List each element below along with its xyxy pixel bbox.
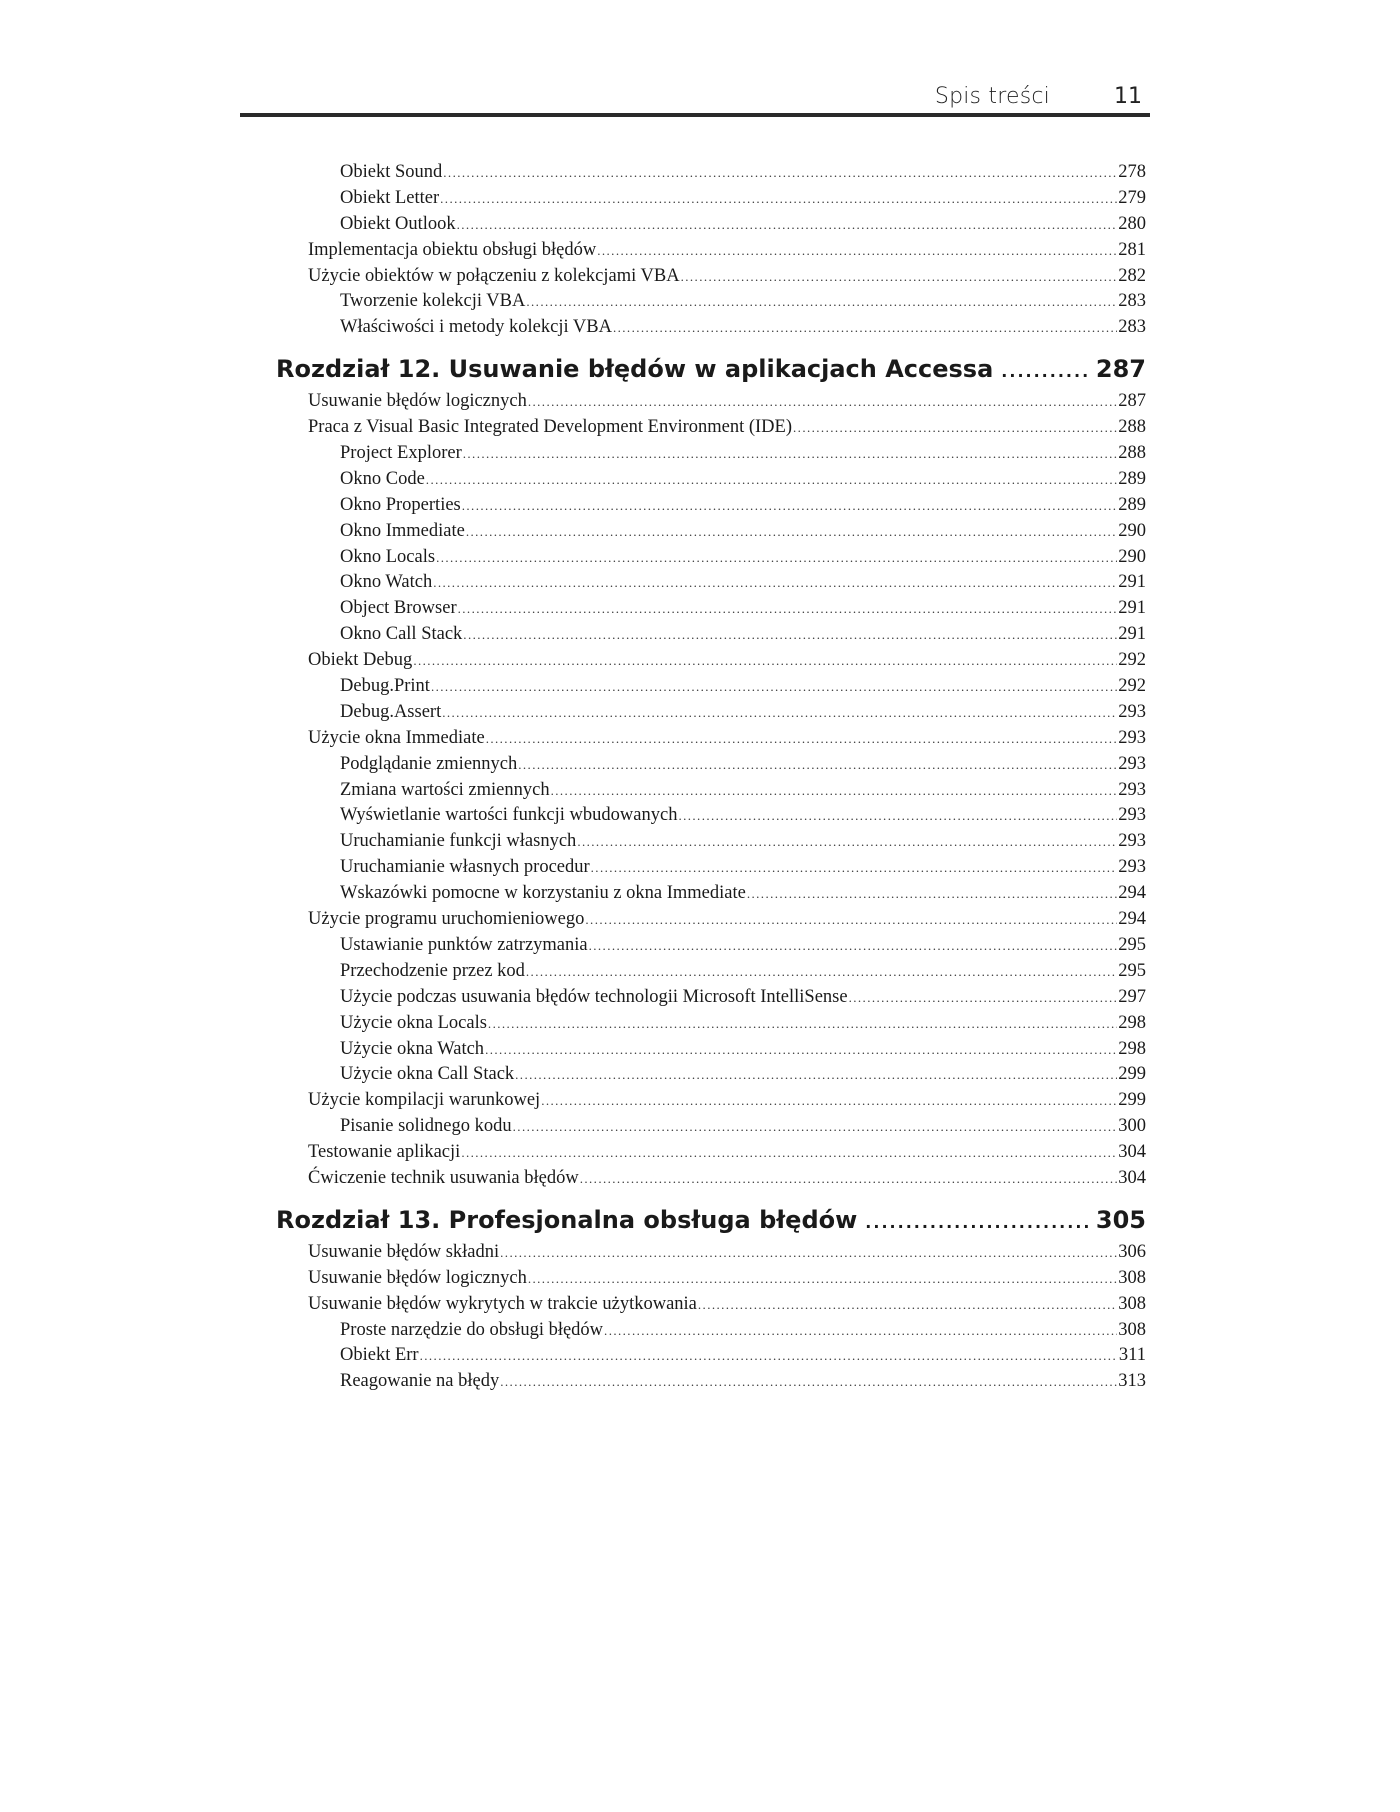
toc-entry-title: Okno Properties bbox=[340, 494, 461, 515]
toc-subsection-entry bbox=[276, 289, 1146, 315]
dot-leader bbox=[541, 1088, 1117, 1114]
toc-entry-page: 304 bbox=[1118, 1142, 1146, 1163]
toc-section-entry bbox=[276, 264, 1146, 290]
dot-leader bbox=[526, 959, 1117, 985]
toc-entry-title: Użycie okna Call Stack bbox=[340, 1064, 515, 1085]
toc-entry-page: 281 bbox=[1118, 239, 1146, 260]
toc-entry-title: Debug.Print bbox=[340, 676, 430, 697]
dot-leader bbox=[463, 622, 1117, 648]
toc-entry-title: Użycie programu uruchomieniowego bbox=[308, 909, 585, 930]
toc-entry-title: Właściwości i metody kolekcji VBA bbox=[340, 317, 612, 338]
toc-subsection-entry bbox=[276, 160, 1146, 186]
toc-entry-title: Użycie okna Immediate bbox=[308, 727, 485, 748]
dot-leader bbox=[551, 778, 1118, 804]
toc-entry-page: 289 bbox=[1118, 468, 1146, 489]
toc-section-entry bbox=[276, 726, 1146, 752]
dot-leader bbox=[486, 726, 1118, 752]
toc-entry-title: Proste narzędzie do obsługi błędów bbox=[340, 1319, 604, 1340]
dot-leader bbox=[462, 493, 1118, 519]
toc-entry-title: Okno Locals bbox=[340, 546, 436, 567]
toc-section-entry bbox=[276, 1140, 1146, 1166]
toc-entry-page: 295 bbox=[1118, 960, 1146, 981]
dot-leader bbox=[747, 881, 1117, 907]
dot-leader bbox=[678, 803, 1117, 829]
toc-entry-title: Rozdział 13. Profesjonalna obsługa błędów bbox=[276, 1205, 858, 1234]
toc-subsection-entry bbox=[276, 985, 1146, 1011]
toc-entry-page: 291 bbox=[1118, 624, 1146, 645]
toc-subsection-entry bbox=[276, 752, 1146, 778]
dot-leader bbox=[436, 545, 1117, 571]
toc-entry-page: 291 bbox=[1118, 598, 1146, 619]
toc-entry-page: 294 bbox=[1118, 883, 1146, 904]
toc-section-entry bbox=[276, 1240, 1146, 1266]
toc-entry-page: 311 bbox=[1118, 1345, 1146, 1366]
toc-entry-page: 280 bbox=[1118, 213, 1146, 234]
table-of-contents bbox=[276, 160, 1146, 1395]
toc-entry-title: Uruchamianie własnych procedur bbox=[340, 857, 590, 878]
dot-leader bbox=[577, 829, 1117, 855]
toc-chapter-heading bbox=[276, 341, 1146, 389]
toc-subsection-entry bbox=[276, 315, 1146, 341]
toc-section-entry bbox=[276, 907, 1146, 933]
dot-leader bbox=[865, 1205, 1088, 1241]
toc-entry-title: Obiekt Debug bbox=[308, 650, 413, 671]
toc-entry-title: Obiekt Outlook bbox=[340, 213, 456, 234]
toc-entry-title: Usuwanie błędów logicznych bbox=[308, 1267, 527, 1288]
toc-entry-page: 291 bbox=[1118, 572, 1146, 593]
toc-subsection-entry bbox=[276, 829, 1146, 855]
toc-subsection-entry bbox=[276, 519, 1146, 545]
toc-subsection-entry bbox=[276, 881, 1146, 907]
toc-entry-title: Project Explorer bbox=[340, 443, 462, 464]
dot-leader bbox=[500, 1369, 1117, 1395]
toc-entry-page: 293 bbox=[1118, 831, 1146, 852]
toc-section-entry bbox=[276, 1266, 1146, 1292]
toc-subsection-entry bbox=[276, 803, 1146, 829]
toc-entry-title: Usuwanie błędów składni bbox=[308, 1241, 500, 1262]
toc-subsection-entry bbox=[276, 1011, 1146, 1037]
toc-subsection-entry bbox=[276, 959, 1146, 985]
dot-leader bbox=[458, 596, 1118, 622]
dot-leader bbox=[513, 1114, 1118, 1140]
toc-entry-title: Wskazówki pomocne w korzystaniu z okna Immediate bbox=[340, 883, 746, 904]
toc-chapter-heading bbox=[276, 1192, 1146, 1240]
dot-leader bbox=[426, 467, 1117, 493]
toc-entry-page: 287 bbox=[1095, 355, 1146, 384]
toc-entry-title: Zmiana wartości zmiennych bbox=[340, 779, 550, 800]
toc-section-entry bbox=[276, 648, 1146, 674]
toc-subsection-entry bbox=[276, 1369, 1146, 1395]
toc-subsection-entry bbox=[276, 933, 1146, 959]
toc-entry-title: Debug.Assert bbox=[340, 701, 442, 722]
dot-leader bbox=[466, 519, 1117, 545]
toc-entry-page: 308 bbox=[1118, 1293, 1146, 1314]
toc-entry-title: Tworzenie kolekcji VBA bbox=[340, 291, 526, 312]
dot-leader bbox=[442, 700, 1117, 726]
toc-entry-page: 313 bbox=[1118, 1371, 1146, 1392]
toc-entry-page: 290 bbox=[1118, 520, 1146, 541]
toc-subsection-entry bbox=[276, 186, 1146, 212]
toc-section-entry bbox=[276, 1292, 1146, 1318]
toc-entry-page: 293 bbox=[1118, 727, 1146, 748]
dot-leader bbox=[515, 1062, 1117, 1088]
dot-leader bbox=[589, 933, 1118, 959]
dot-leader bbox=[518, 752, 1117, 778]
toc-entry-page: 305 bbox=[1095, 1205, 1146, 1234]
dot-leader bbox=[698, 1292, 1117, 1318]
toc-entry-page: 293 bbox=[1118, 701, 1146, 722]
toc-section-entry bbox=[276, 415, 1146, 441]
toc-entry-page: 293 bbox=[1118, 779, 1146, 800]
toc-entry-title: Obiekt Err bbox=[340, 1345, 419, 1366]
dot-leader bbox=[420, 1343, 1118, 1369]
toc-entry-title: Testowanie aplikacji bbox=[308, 1142, 461, 1163]
toc-entry-title: Object Browser bbox=[340, 598, 457, 619]
toc-entry-title: Uruchamianie funkcji własnych bbox=[340, 831, 577, 852]
toc-subsection-entry bbox=[276, 545, 1146, 571]
toc-entry-page: 288 bbox=[1118, 443, 1146, 464]
page-header bbox=[240, 82, 1148, 114]
toc-subsection-entry bbox=[276, 700, 1146, 726]
toc-entry-title: Okno Call Stack bbox=[340, 624, 463, 645]
toc-subsection-entry bbox=[276, 493, 1146, 519]
running-head-title: Spis treści bbox=[934, 84, 1050, 109]
toc-entry-title: Obiekt Sound bbox=[340, 162, 443, 182]
toc-entry-title: Ćwiczenie technik usuwania błędów bbox=[308, 1167, 579, 1188]
dot-leader bbox=[793, 415, 1117, 441]
dot-leader bbox=[591, 855, 1118, 881]
toc-entry-page: 293 bbox=[1118, 857, 1146, 878]
toc-entry-page: 287 bbox=[1118, 391, 1146, 412]
toc-entry-page: 295 bbox=[1118, 934, 1146, 955]
toc-entry-page: 282 bbox=[1118, 265, 1146, 286]
toc-subsection-entry bbox=[276, 778, 1146, 804]
toc-entry-page: 308 bbox=[1118, 1319, 1146, 1340]
toc-entry-title: Usuwanie błędów logicznych bbox=[308, 391, 527, 412]
toc-entry-title: Wyświetlanie wartości funkcji wbudowanych bbox=[340, 805, 678, 826]
running-head-page-number: 11 bbox=[1114, 84, 1142, 109]
toc-entry-page: 278 bbox=[1118, 162, 1146, 182]
toc-entry-page: 293 bbox=[1118, 805, 1146, 826]
dot-leader bbox=[440, 186, 1117, 212]
toc-entry-title: Usuwanie błędów wykrytych w trakcie użytkowania bbox=[308, 1293, 697, 1314]
toc-entry-page: 299 bbox=[1118, 1064, 1146, 1085]
toc-entry-title: Reagowanie na błędy bbox=[340, 1371, 500, 1392]
dot-leader bbox=[585, 907, 1117, 933]
toc-section-entry bbox=[276, 389, 1146, 415]
toc-entry-title: Użycie obiektów w połączeniu z kolekcjami VBA bbox=[308, 265, 680, 286]
toc-entry-page: 279 bbox=[1118, 187, 1146, 208]
toc-entry-page: 300 bbox=[1118, 1116, 1146, 1137]
toc-entry-page: 283 bbox=[1118, 291, 1146, 312]
toc-entry-title: Okno Immediate bbox=[340, 520, 465, 541]
toc-section-entry bbox=[276, 1088, 1146, 1114]
toc-entry-title: Przechodzenie przez kod bbox=[340, 960, 525, 981]
toc-entry-page: 298 bbox=[1118, 1038, 1146, 1059]
toc-subsection-entry bbox=[276, 596, 1146, 622]
toc-subsection-entry bbox=[276, 674, 1146, 700]
toc-section-entry bbox=[276, 1166, 1146, 1192]
toc-entry-page: 293 bbox=[1118, 753, 1146, 774]
dot-leader bbox=[528, 1266, 1117, 1292]
toc-entry-title: Obiekt Letter bbox=[340, 187, 440, 208]
toc-entry-title: Okno Watch bbox=[340, 572, 433, 593]
toc-entry-title: Użycie podczas usuwania błędów technologii Microsoft IntelliSense bbox=[340, 986, 848, 1007]
dot-leader bbox=[528, 389, 1117, 415]
toc-entry-title: Pisanie solidnego kodu bbox=[340, 1116, 512, 1137]
toc-subsection-entry bbox=[276, 622, 1146, 648]
toc-subsection-entry bbox=[276, 212, 1146, 238]
toc-section-entry bbox=[276, 238, 1146, 264]
dot-leader bbox=[681, 264, 1118, 290]
dot-leader bbox=[604, 1318, 1117, 1344]
toc-subsection-entry bbox=[276, 570, 1146, 596]
dot-leader bbox=[413, 648, 1117, 674]
toc-entry-title: Ustawianie punktów zatrzymania bbox=[340, 934, 588, 955]
toc-entry-page: 304 bbox=[1118, 1167, 1146, 1188]
toc-subsection-entry bbox=[276, 1343, 1146, 1369]
toc-entry-page: 299 bbox=[1118, 1090, 1146, 1111]
dot-leader bbox=[431, 674, 1117, 700]
toc-subsection-entry bbox=[276, 467, 1146, 493]
toc-entry-page: 292 bbox=[1118, 650, 1146, 671]
toc-entry-page: 298 bbox=[1118, 1012, 1146, 1033]
toc-subsection-entry bbox=[276, 1062, 1146, 1088]
dot-leader bbox=[1001, 354, 1088, 390]
toc-subsection-entry bbox=[276, 1037, 1146, 1063]
toc-entry-page: 288 bbox=[1118, 417, 1146, 438]
dot-leader bbox=[488, 1011, 1117, 1037]
dot-leader bbox=[433, 570, 1117, 596]
toc-entry-title: Implementacja obiektu obsługi błędów bbox=[308, 239, 597, 260]
toc-entry-title: Użycie okna Locals bbox=[340, 1012, 487, 1033]
header-rule bbox=[240, 113, 1150, 117]
toc-entry-title: Użycie kompilacji warunkowej bbox=[308, 1090, 541, 1111]
toc-entry-page: 290 bbox=[1118, 546, 1146, 567]
toc-entry-title: Praca z Visual Basic Integrated Development Environment (IDE) bbox=[308, 417, 793, 438]
dot-leader bbox=[443, 160, 1117, 186]
toc-entry-title: Użycie okna Watch bbox=[340, 1038, 485, 1059]
toc-subsection-entry bbox=[276, 855, 1146, 881]
dot-leader bbox=[457, 212, 1118, 238]
toc-entry-title: Rozdział 12. Usuwanie błędów w aplikacjach Accessa bbox=[276, 355, 994, 384]
toc-subsection-entry bbox=[276, 1318, 1146, 1344]
toc-entry-title: Podglądanie zmiennych bbox=[340, 753, 518, 774]
dot-leader bbox=[463, 441, 1118, 467]
toc-entry-page: 292 bbox=[1118, 676, 1146, 697]
toc-subsection-entry bbox=[276, 1114, 1146, 1140]
toc-entry-title: Okno Code bbox=[340, 468, 425, 489]
dot-leader bbox=[597, 238, 1117, 264]
toc-entry-page: 308 bbox=[1118, 1267, 1146, 1288]
dot-leader bbox=[500, 1240, 1117, 1266]
dot-leader bbox=[580, 1166, 1118, 1192]
dot-leader bbox=[613, 315, 1117, 341]
toc-entry-page: 294 bbox=[1118, 909, 1146, 930]
dot-leader bbox=[849, 985, 1118, 1011]
toc-entry-page: 289 bbox=[1118, 494, 1146, 515]
dot-leader bbox=[526, 289, 1117, 315]
dot-leader bbox=[485, 1037, 1117, 1063]
toc-entry-page: 297 bbox=[1118, 986, 1146, 1007]
dot-leader bbox=[461, 1140, 1117, 1166]
toc-subsection-entry bbox=[276, 441, 1146, 467]
toc-entry-page: 283 bbox=[1118, 317, 1146, 338]
toc-entry-page: 306 bbox=[1118, 1241, 1146, 1262]
